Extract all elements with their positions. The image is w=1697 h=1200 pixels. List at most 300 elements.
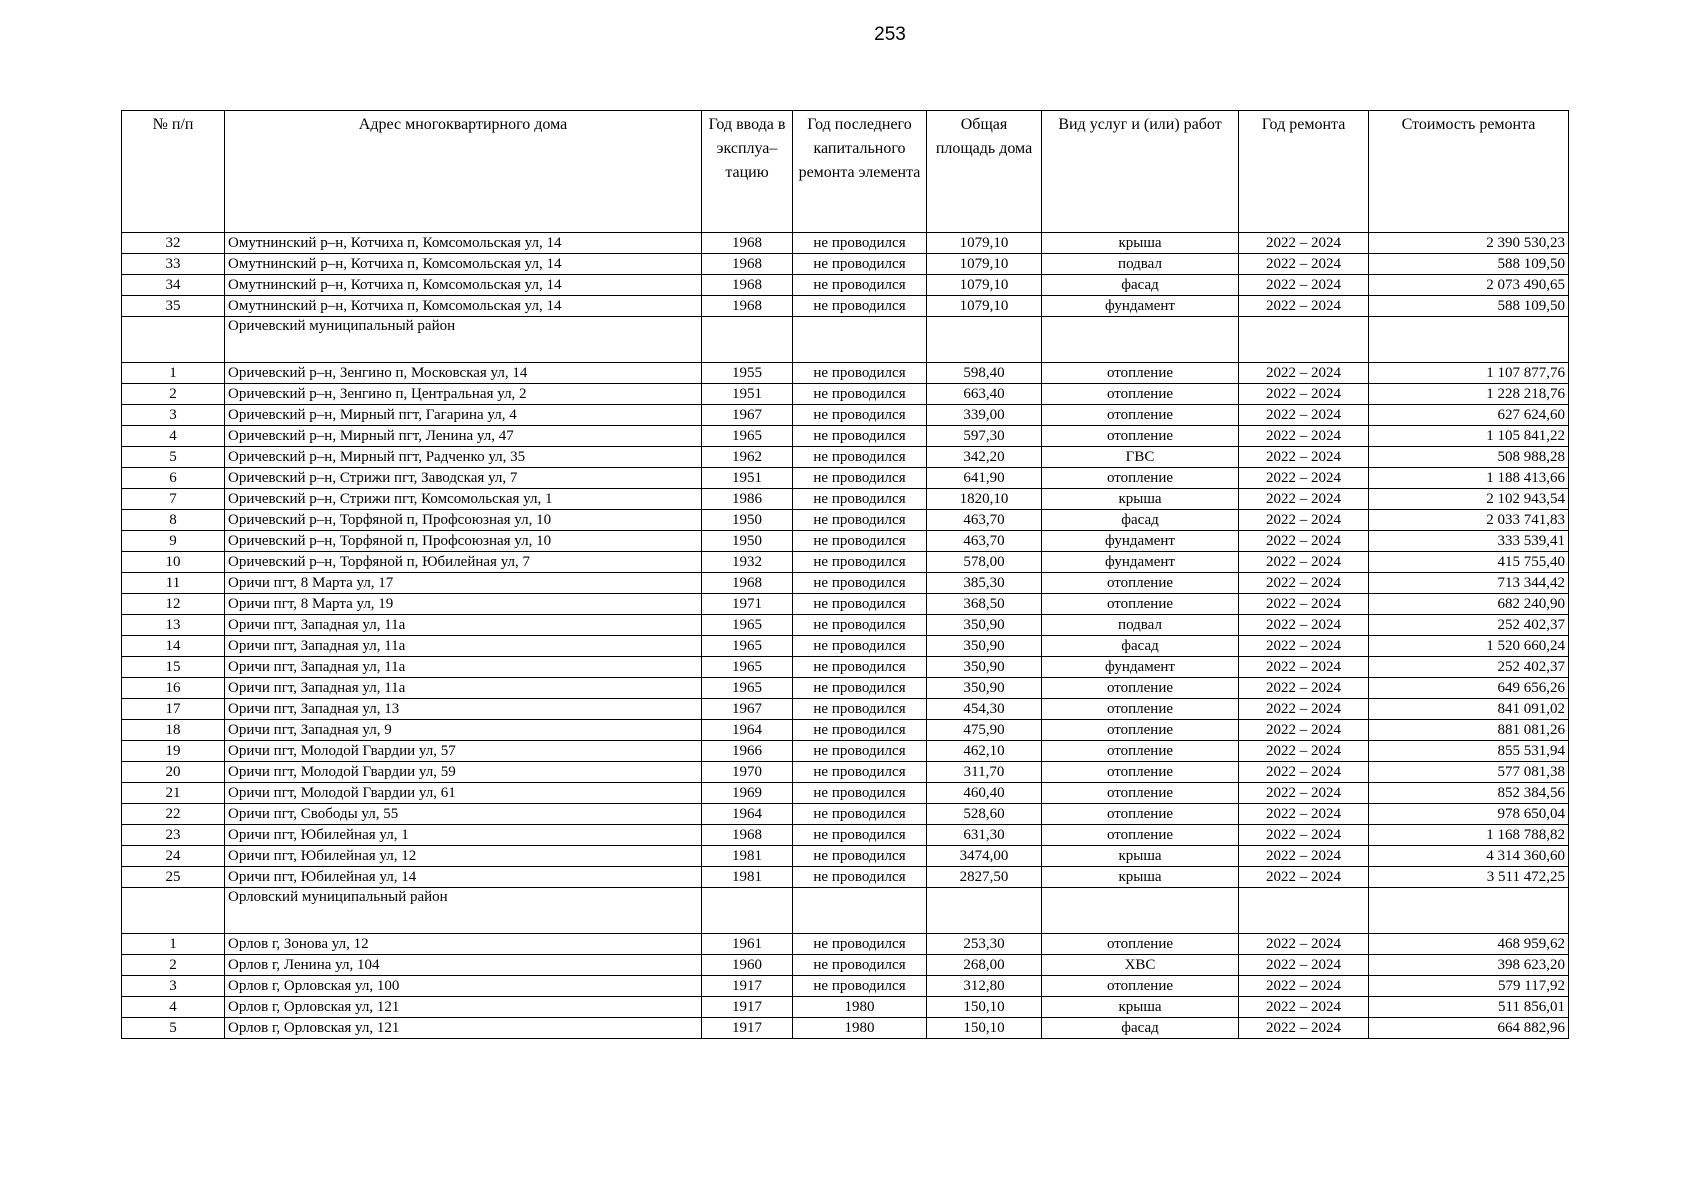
cell-num: 14 <box>122 636 225 657</box>
cell-cost: 252 402,37 <box>1369 615 1569 636</box>
cell-num: 5 <box>122 1018 225 1039</box>
cell-cost: 881 081,26 <box>1369 720 1569 741</box>
cell-address: Оричевский р–н, Мирный пгт, Радченко ул, 35 <box>225 447 702 468</box>
cell-num: 11 <box>122 573 225 594</box>
cell-address: Орлов г, Ленина ул, 104 <box>225 955 702 976</box>
cell-work-type: фундамент <box>1042 657 1239 678</box>
section-header-row <box>122 317 1569 363</box>
cell-work-type: фундамент <box>1042 552 1239 573</box>
cell-repair-year: 2022 – 2024 <box>1239 254 1369 275</box>
cell-num: 2 <box>122 384 225 405</box>
table-row <box>122 867 1569 888</box>
table-row <box>122 531 1569 552</box>
cell-work-type: отопление <box>1042 573 1239 594</box>
cell-year-built: 1971 <box>702 594 793 615</box>
cell-repair-year: 2022 – 2024 <box>1239 699 1369 720</box>
cell-address: Орлов г, Орловская ул, 121 <box>225 997 702 1018</box>
cell-cost: 252 402,37 <box>1369 657 1569 678</box>
cell-repair-year: 2022 – 2024 <box>1239 233 1369 254</box>
cell-year-built: 1968 <box>702 296 793 317</box>
cell-cost: 398 623,20 <box>1369 955 1569 976</box>
empty-cell <box>1369 888 1569 934</box>
table-row <box>122 657 1569 678</box>
cell-year-built: 1955 <box>702 363 793 384</box>
cell-num: 13 <box>122 615 225 636</box>
cell-last-repair: не проводился <box>793 976 927 997</box>
cell-area: 578,00 <box>927 552 1042 573</box>
cell-last-repair: не проводился <box>793 636 927 657</box>
cell-area: 631,30 <box>927 825 1042 846</box>
table-row <box>122 762 1569 783</box>
cell-repair-year: 2022 – 2024 <box>1239 615 1369 636</box>
cell-address: Оричи пгт, Западная ул, 13 <box>225 699 702 720</box>
cell-address: Оричи пгт, Свободы ул, 55 <box>225 804 702 825</box>
table-row <box>122 741 1569 762</box>
cell-area: 1079,10 <box>927 233 1042 254</box>
cell-work-type: отопление <box>1042 426 1239 447</box>
cell-last-repair: 1980 <box>793 1018 927 1039</box>
cell-work-type: ГВС <box>1042 447 1239 468</box>
cell-address: Оричевский р–н, Зенгино п, Московская ул, 14 <box>225 363 702 384</box>
header-cost: Стоимость ремонта <box>1369 111 1569 233</box>
cell-last-repair: не проводился <box>793 741 927 762</box>
empty-cell <box>793 317 927 363</box>
cell-num: 22 <box>122 804 225 825</box>
table-row <box>122 573 1569 594</box>
cell-num: 8 <box>122 510 225 531</box>
table-row <box>122 384 1569 405</box>
cell-last-repair: не проводился <box>793 699 927 720</box>
cell-area: 463,70 <box>927 510 1042 531</box>
cell-address: Оричи пгт, 8 Марта ул, 17 <box>225 573 702 594</box>
cell-cost: 713 344,42 <box>1369 573 1569 594</box>
cell-cost: 978 650,04 <box>1369 804 1569 825</box>
cell-year-built: 1968 <box>702 825 793 846</box>
cell-repair-year: 2022 – 2024 <box>1239 741 1369 762</box>
cell-cost: 664 882,96 <box>1369 1018 1569 1039</box>
cell-year-built: 1960 <box>702 955 793 976</box>
cell-address: Омутнинский р–н, Котчиха п, Комсомольская ул, 14 <box>225 275 702 296</box>
cell-repair-year: 2022 – 2024 <box>1239 426 1369 447</box>
cell-work-type: отопление <box>1042 468 1239 489</box>
empty-cell <box>122 888 225 934</box>
cell-cost: 2 390 530,23 <box>1369 233 1569 254</box>
cell-num: 4 <box>122 426 225 447</box>
cell-repair-year: 2022 – 2024 <box>1239 296 1369 317</box>
cell-work-type: отопление <box>1042 384 1239 405</box>
cell-last-repair: не проводился <box>793 825 927 846</box>
cell-work-type: крыша <box>1042 233 1239 254</box>
cell-work-type: отопление <box>1042 741 1239 762</box>
cell-address: Омутнинский р–н, Котчиха п, Комсомольская ул, 14 <box>225 296 702 317</box>
cell-cost: 508 988,28 <box>1369 447 1569 468</box>
cell-address: Оричевский р–н, Стрижи пгт, Комсомольская ул, 1 <box>225 489 702 510</box>
empty-cell <box>1369 317 1569 363</box>
table-row <box>122 720 1569 741</box>
cell-repair-year: 2022 – 2024 <box>1239 573 1369 594</box>
cell-cost: 2 073 490,65 <box>1369 275 1569 296</box>
cell-address: Оричи пгт, Юбилейная ул, 14 <box>225 867 702 888</box>
cell-cost: 1 168 788,82 <box>1369 825 1569 846</box>
cell-area: 312,80 <box>927 976 1042 997</box>
empty-cell <box>702 317 793 363</box>
header-work-type: Вид услуг и (или) работ <box>1042 111 1239 233</box>
cell-repair-year: 2022 – 2024 <box>1239 594 1369 615</box>
cell-cost: 333 539,41 <box>1369 531 1569 552</box>
cell-repair-year: 2022 – 2024 <box>1239 976 1369 997</box>
cell-repair-year: 2022 – 2024 <box>1239 405 1369 426</box>
section-header-row <box>122 888 1569 934</box>
cell-last-repair: не проводился <box>793 720 927 741</box>
section-title: Орловский муниципальный район <box>225 888 702 934</box>
cell-work-type: фундамент <box>1042 296 1239 317</box>
table-row <box>122 552 1569 573</box>
cell-num: 34 <box>122 275 225 296</box>
empty-cell <box>1239 888 1369 934</box>
cell-cost: 4 314 360,60 <box>1369 846 1569 867</box>
table-row <box>122 1018 1569 1039</box>
page-number: 253 <box>874 24 906 45</box>
cell-work-type: отопление <box>1042 934 1239 955</box>
cell-year-built: 1967 <box>702 699 793 720</box>
section-title: Оричевский муниципальный район <box>225 317 702 363</box>
table-row <box>122 426 1569 447</box>
cell-work-type: фундамент <box>1042 531 1239 552</box>
cell-area: 641,90 <box>927 468 1042 489</box>
cell-num: 1 <box>122 363 225 384</box>
cell-last-repair: не проводился <box>793 275 927 296</box>
cell-cost: 852 384,56 <box>1369 783 1569 804</box>
cell-area: 1820,10 <box>927 489 1042 510</box>
table-row <box>122 405 1569 426</box>
cell-address: Оричевский р–н, Зенгино п, Центральная ул, 2 <box>225 384 702 405</box>
cell-area: 597,30 <box>927 426 1042 447</box>
header-last-repair: Год последнего капитального ремонта элемента <box>793 111 927 233</box>
cell-address: Орлов г, Орловская ул, 121 <box>225 1018 702 1039</box>
cell-cost: 649 656,26 <box>1369 678 1569 699</box>
cell-work-type: отопление <box>1042 678 1239 699</box>
table-row <box>122 825 1569 846</box>
cell-last-repair: не проводился <box>793 657 927 678</box>
cell-address: Оричи пгт, Юбилейная ул, 1 <box>225 825 702 846</box>
cell-area: 1079,10 <box>927 275 1042 296</box>
cell-last-repair: не проводился <box>793 254 927 275</box>
cell-repair-year: 2022 – 2024 <box>1239 1018 1369 1039</box>
cell-last-repair: не проводился <box>793 867 927 888</box>
table-row <box>122 233 1569 254</box>
cell-address: Омутнинский р–н, Котчиха п, Комсомольская ул, 14 <box>225 233 702 254</box>
table-row <box>122 976 1569 997</box>
cell-address: Оричевский р–н, Мирный пгт, Ленина ул, 47 <box>225 426 702 447</box>
cell-repair-year: 2022 – 2024 <box>1239 825 1369 846</box>
cell-area: 1079,10 <box>927 254 1042 275</box>
cell-last-repair: не проводился <box>793 934 927 955</box>
cell-cost: 682 240,90 <box>1369 594 1569 615</box>
cell-year-built: 1951 <box>702 384 793 405</box>
cell-address: Оричи пгт, Западная ул, 11а <box>225 636 702 657</box>
cell-area: 342,20 <box>927 447 1042 468</box>
cell-year-built: 1970 <box>702 762 793 783</box>
cell-area: 350,90 <box>927 657 1042 678</box>
table-row <box>122 804 1569 825</box>
cell-last-repair: не проводился <box>793 615 927 636</box>
cell-work-type: отопление <box>1042 699 1239 720</box>
cell-work-type: отопление <box>1042 783 1239 804</box>
cell-last-repair: не проводился <box>793 489 927 510</box>
table-header-row <box>122 111 1569 233</box>
cell-year-built: 1968 <box>702 233 793 254</box>
cell-repair-year: 2022 – 2024 <box>1239 384 1369 405</box>
cell-year-built: 1917 <box>702 997 793 1018</box>
cell-repair-year: 2022 – 2024 <box>1239 363 1369 384</box>
cell-work-type: отопление <box>1042 762 1239 783</box>
cell-cost: 588 109,50 <box>1369 296 1569 317</box>
cell-num: 9 <box>122 531 225 552</box>
cell-year-built: 1964 <box>702 720 793 741</box>
cell-year-built: 1965 <box>702 657 793 678</box>
cell-num: 23 <box>122 825 225 846</box>
cell-repair-year: 2022 – 2024 <box>1239 804 1369 825</box>
cell-address: Омутнинский р–н, Котчиха п, Комсомольская ул, 14 <box>225 254 702 275</box>
header-address: Адрес многоквартирного дома <box>225 111 702 233</box>
cell-work-type: отопление <box>1042 825 1239 846</box>
cell-repair-year: 2022 – 2024 <box>1239 657 1369 678</box>
cell-address: Оричевский р–н, Стрижи пгт, Заводская ул, 7 <box>225 468 702 489</box>
cell-year-built: 1917 <box>702 1018 793 1039</box>
cell-num: 3 <box>122 976 225 997</box>
header-num: № п/п <box>122 111 225 233</box>
cell-work-type: фасад <box>1042 636 1239 657</box>
cell-area: 598,40 <box>927 363 1042 384</box>
cell-repair-year: 2022 – 2024 <box>1239 678 1369 699</box>
cell-work-type: крыша <box>1042 846 1239 867</box>
cell-area: 663,40 <box>927 384 1042 405</box>
cell-work-type: подвал <box>1042 254 1239 275</box>
cell-last-repair: не проводился <box>793 447 927 468</box>
table-row <box>122 934 1569 955</box>
cell-num: 4 <box>122 997 225 1018</box>
cell-address: Оричи пгт, Молодой Гвардии ул, 61 <box>225 783 702 804</box>
cell-last-repair: не проводился <box>793 846 927 867</box>
cell-cost: 468 959,62 <box>1369 934 1569 955</box>
cell-area: 350,90 <box>927 615 1042 636</box>
cell-area: 528,60 <box>927 804 1042 825</box>
cell-cost: 415 755,40 <box>1369 552 1569 573</box>
cell-address: Оричевский р–н, Мирный пгт, Гагарина ул, 4 <box>225 405 702 426</box>
cell-address: Оричевский р–н, Торфяной п, Профсоюзная ул, 10 <box>225 531 702 552</box>
cell-area: 339,00 <box>927 405 1042 426</box>
cell-last-repair: не проводился <box>793 594 927 615</box>
empty-cell <box>1042 317 1239 363</box>
cell-year-built: 1981 <box>702 846 793 867</box>
cell-repair-year: 2022 – 2024 <box>1239 552 1369 573</box>
cell-area: 253,30 <box>927 934 1042 955</box>
cell-last-repair: не проводился <box>793 296 927 317</box>
table-row <box>122 846 1569 867</box>
cell-repair-year: 2022 – 2024 <box>1239 468 1369 489</box>
empty-cell <box>702 888 793 934</box>
table-row <box>122 594 1569 615</box>
cell-area: 350,90 <box>927 678 1042 699</box>
cell-repair-year: 2022 – 2024 <box>1239 846 1369 867</box>
cell-num: 12 <box>122 594 225 615</box>
table-row <box>122 783 1569 804</box>
cell-year-built: 1965 <box>702 615 793 636</box>
cell-work-type: фасад <box>1042 275 1239 296</box>
cell-num: 6 <box>122 468 225 489</box>
header-year-built: Год ввода в эксплуа–тацию <box>702 111 793 233</box>
cell-address: Оричи пгт, Западная ул, 11а <box>225 657 702 678</box>
cell-year-built: 1951 <box>702 468 793 489</box>
cell-num: 2 <box>122 955 225 976</box>
table-body <box>122 233 1569 1039</box>
cell-address: Оричи пгт, Молодой Гвардии ул, 59 <box>225 762 702 783</box>
cell-last-repair: не проводился <box>793 468 927 489</box>
cell-area: 385,30 <box>927 573 1042 594</box>
cell-year-built: 1961 <box>702 934 793 955</box>
cell-last-repair: не проводился <box>793 762 927 783</box>
cell-work-type: отопление <box>1042 804 1239 825</box>
cell-work-type: подвал <box>1042 615 1239 636</box>
empty-cell <box>122 317 225 363</box>
cell-repair-year: 2022 – 2024 <box>1239 762 1369 783</box>
cell-repair-year: 2022 – 2024 <box>1239 955 1369 976</box>
cell-num: 32 <box>122 233 225 254</box>
cell-cost: 3 511 472,25 <box>1369 867 1569 888</box>
cell-area: 1079,10 <box>927 296 1042 317</box>
cell-work-type: фасад <box>1042 1018 1239 1039</box>
cell-last-repair: не проводился <box>793 552 927 573</box>
repair-table <box>121 110 1569 1039</box>
cell-year-built: 1968 <box>702 573 793 594</box>
cell-num: 15 <box>122 657 225 678</box>
cell-repair-year: 2022 – 2024 <box>1239 997 1369 1018</box>
cell-year-built: 1969 <box>702 783 793 804</box>
table-row <box>122 636 1569 657</box>
cell-year-built: 1932 <box>702 552 793 573</box>
cell-area: 150,10 <box>927 1018 1042 1039</box>
cell-work-type: отопление <box>1042 405 1239 426</box>
header-area: Общая площадь дома <box>927 111 1042 233</box>
cell-num: 16 <box>122 678 225 699</box>
cell-num: 18 <box>122 720 225 741</box>
cell-work-type: отопление <box>1042 363 1239 384</box>
cell-year-built: 1981 <box>702 867 793 888</box>
cell-work-type: отопление <box>1042 976 1239 997</box>
table-row <box>122 275 1569 296</box>
cell-num: 20 <box>122 762 225 783</box>
cell-cost: 627 624,60 <box>1369 405 1569 426</box>
cell-cost: 1 105 841,22 <box>1369 426 1569 447</box>
cell-num: 19 <box>122 741 225 762</box>
cell-last-repair: не проводился <box>793 531 927 552</box>
empty-cell <box>793 888 927 934</box>
cell-repair-year: 2022 – 2024 <box>1239 934 1369 955</box>
cell-repair-year: 2022 – 2024 <box>1239 531 1369 552</box>
cell-area: 462,10 <box>927 741 1042 762</box>
cell-cost: 2 102 943,54 <box>1369 489 1569 510</box>
cell-area: 368,50 <box>927 594 1042 615</box>
cell-area: 2827,50 <box>927 867 1042 888</box>
table-row <box>122 363 1569 384</box>
cell-num: 1 <box>122 934 225 955</box>
cell-address: Оричи пгт, Западная ул, 9 <box>225 720 702 741</box>
cell-cost: 1 188 413,66 <box>1369 468 1569 489</box>
cell-last-repair: не проводился <box>793 405 927 426</box>
cell-area: 311,70 <box>927 762 1042 783</box>
cell-num: 17 <box>122 699 225 720</box>
cell-address: Оричевский р–н, Торфяной п, Профсоюзная ул, 10 <box>225 510 702 531</box>
cell-cost: 1 228 218,76 <box>1369 384 1569 405</box>
cell-year-built: 1967 <box>702 405 793 426</box>
cell-work-type: крыша <box>1042 997 1239 1018</box>
table-row <box>122 510 1569 531</box>
cell-cost: 511 856,01 <box>1369 997 1569 1018</box>
cell-area: 3474,00 <box>927 846 1042 867</box>
table-row <box>122 489 1569 510</box>
cell-num: 5 <box>122 447 225 468</box>
cell-num: 24 <box>122 846 225 867</box>
cell-num: 7 <box>122 489 225 510</box>
cell-area: 350,90 <box>927 636 1042 657</box>
cell-area: 454,30 <box>927 699 1042 720</box>
table-row <box>122 955 1569 976</box>
cell-num: 35 <box>122 296 225 317</box>
cell-last-repair: не проводился <box>793 783 927 804</box>
empty-cell <box>927 888 1042 934</box>
cell-address: Орлов г, Орловская ул, 100 <box>225 976 702 997</box>
empty-cell <box>1042 888 1239 934</box>
cell-work-type: фасад <box>1042 510 1239 531</box>
table-row <box>122 296 1569 317</box>
cell-area: 268,00 <box>927 955 1042 976</box>
cell-num: 25 <box>122 867 225 888</box>
cell-address: Оричевский р–н, Торфяной п, Юбилейная ул, 7 <box>225 552 702 573</box>
cell-last-repair: не проводился <box>793 678 927 699</box>
cell-cost: 1 520 660,24 <box>1369 636 1569 657</box>
table-row <box>122 447 1569 468</box>
cell-year-built: 1962 <box>702 447 793 468</box>
cell-work-type: крыша <box>1042 867 1239 888</box>
cell-work-type: ХВС <box>1042 955 1239 976</box>
cell-year-built: 1965 <box>702 636 793 657</box>
cell-cost: 841 091,02 <box>1369 699 1569 720</box>
table-row <box>122 615 1569 636</box>
cell-year-built: 1968 <box>702 275 793 296</box>
cell-repair-year: 2022 – 2024 <box>1239 510 1369 531</box>
cell-num: 3 <box>122 405 225 426</box>
cell-year-built: 1917 <box>702 976 793 997</box>
cell-repair-year: 2022 – 2024 <box>1239 783 1369 804</box>
table-row <box>122 678 1569 699</box>
cell-last-repair: не проводился <box>793 955 927 976</box>
cell-area: 475,90 <box>927 720 1042 741</box>
cell-work-type: отопление <box>1042 594 1239 615</box>
cell-last-repair: не проводился <box>793 233 927 254</box>
cell-repair-year: 2022 – 2024 <box>1239 489 1369 510</box>
empty-cell <box>1239 317 1369 363</box>
cell-year-built: 1986 <box>702 489 793 510</box>
cell-address: Оричи пгт, 8 Марта ул, 19 <box>225 594 702 615</box>
cell-year-built: 1965 <box>702 678 793 699</box>
cell-cost: 1 107 877,76 <box>1369 363 1569 384</box>
cell-last-repair: не проводился <box>793 426 927 447</box>
cell-cost: 2 033 741,83 <box>1369 510 1569 531</box>
cell-address: Оричи пгт, Юбилейная ул, 12 <box>225 846 702 867</box>
cell-address: Оричи пгт, Молодой Гвардии ул, 57 <box>225 741 702 762</box>
cell-repair-year: 2022 – 2024 <box>1239 636 1369 657</box>
cell-num: 10 <box>122 552 225 573</box>
